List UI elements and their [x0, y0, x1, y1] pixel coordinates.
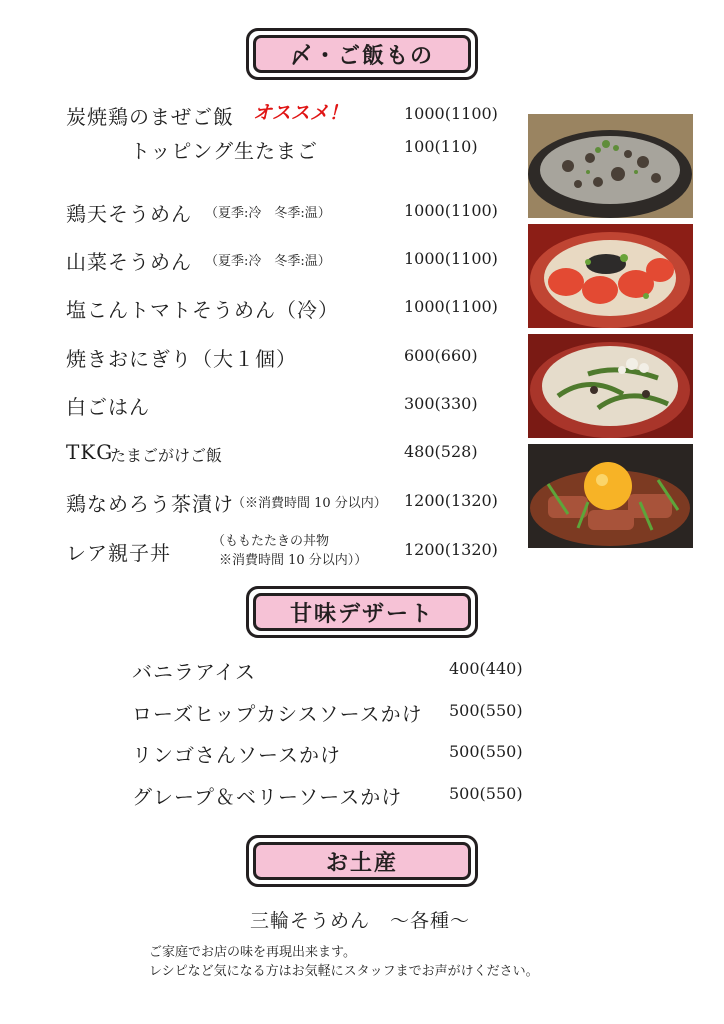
menu-item-name-suffix: たまごがけご飯: [110, 446, 223, 465]
menu-item-price: 500(550): [449, 784, 523, 803]
dessert-section-header: [246, 586, 478, 638]
recommend-badge: オススメ！: [253, 102, 348, 124]
menu-item-name: 山菜そうめん: [66, 250, 192, 274]
souvenir-section-title: お土産: [253, 842, 471, 880]
menu-item-name: 鶏天そうめん: [66, 202, 192, 226]
souvenir-note: ご家庭でお店の味を再現出来ます。: [149, 945, 356, 960]
menu-item-note: ※消費時間 10 分以内））: [219, 553, 368, 568]
menu-item-price: 1200(1320): [404, 491, 498, 510]
souvenir-note: レシピなど気になる方はお気軽にスタッフまでお声がけください。: [149, 964, 539, 979]
menu-item-price: 1000(1100): [404, 201, 498, 220]
menu-item-name: リンゴさんソースかけ: [132, 743, 341, 767]
menu-item-name: 塩こんトマトそうめん（冷）: [66, 298, 339, 322]
menu-item-name: バニラアイス: [132, 660, 256, 684]
menu-item-price: 500(550): [449, 701, 523, 720]
menu-item-name: グレープ＆ベリーソースかけ: [132, 785, 403, 809]
menu-item-name: 炭焼鶏のまぜご飯: [66, 105, 234, 129]
menu-item-name: レア親子丼: [66, 541, 171, 565]
menu-item-price: 300(330): [404, 394, 478, 413]
dessert-section-title: 甘味デザート: [253, 593, 471, 631]
menu-item-name: 鶏なめろう茶漬け: [66, 492, 234, 516]
meals-section-title: 〆・ご飯もの: [253, 35, 471, 73]
tomato-somen-photo: [528, 224, 693, 328]
menu-item-name: TKG: [66, 440, 114, 464]
sansai-somen-photo: [528, 334, 693, 438]
menu-item-name: 焼きおにぎり（大１個）: [66, 347, 297, 371]
menu-item-price: 1000(1100): [404, 104, 498, 123]
menu-item-price: 480(528): [404, 442, 478, 461]
menu-item-note: （夏季:冷 冬季:温）: [205, 206, 331, 221]
grilled-chicken-rice-photo: [528, 114, 693, 218]
souvenir-section-header: [246, 835, 478, 887]
menu-item-name: トッピング生たまご: [130, 139, 318, 163]
souvenir-item: 三輪そうめん ～各種～: [250, 910, 471, 932]
menu-item-name: ローズヒップカシスソースかけ: [132, 702, 423, 726]
menu-item-price: 600(660): [404, 346, 478, 365]
menu-item-price: 1200(1320): [404, 540, 498, 559]
menu-item-price: 500(550): [449, 742, 523, 761]
oyakodon-photo: [528, 444, 693, 548]
menu-item-price: 400(440): [449, 659, 523, 678]
meals-section-header: [246, 28, 478, 80]
menu-item-price: 1000(1100): [404, 249, 498, 268]
menu-item-note: （※消費時間 10 分以内）: [232, 496, 387, 511]
menu-item-note: （夏季:冷 冬季:温）: [205, 254, 331, 269]
menu-item-name: 白ごはん: [66, 395, 150, 419]
menu-item-note: （ももたたきの丼物: [212, 534, 330, 549]
menu-item-price: 1000(1100): [404, 297, 498, 316]
menu-item-price: 100(110): [404, 137, 478, 156]
